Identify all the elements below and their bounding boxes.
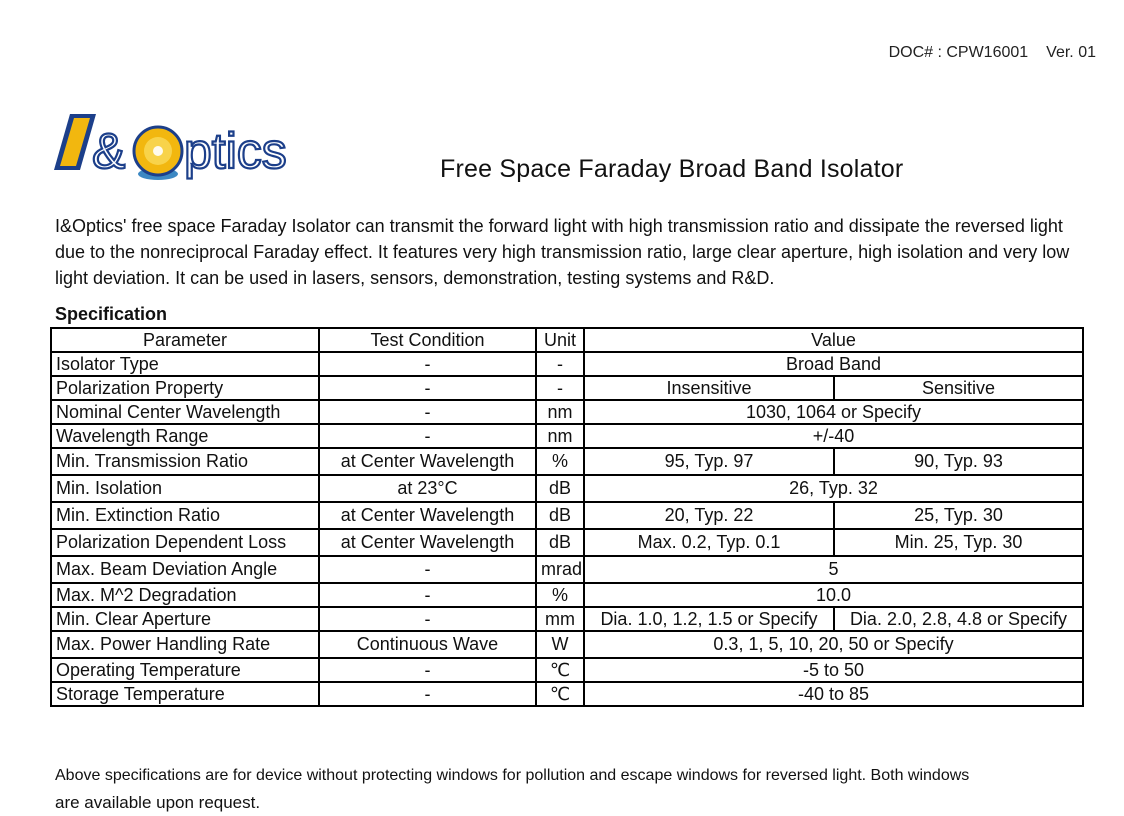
parameter-cell: Polarization Property: [51, 376, 319, 400]
company-logo: [54, 108, 312, 192]
table-row: [51, 556, 1083, 583]
unit-cell: %: [536, 583, 584, 607]
value-cell: 1030, 1064 or Specify: [584, 400, 1083, 424]
parameter-cell: Isolator Type: [51, 352, 319, 376]
value-cell-sensitive: 25, Typ. 30: [834, 502, 1083, 529]
unit-cell: dB: [536, 529, 584, 556]
value-cell-insensitive: Insensitive: [584, 376, 834, 400]
test-condition-cell: Continuous Wave: [319, 631, 536, 658]
value-cell-insensitive: Dia. 1.0, 1.2, 1.5 or Specify: [584, 607, 834, 631]
page-title: Free Space Faraday Broad Band Isolator: [440, 155, 904, 183]
parameter-cell: Storage Temperature: [51, 682, 319, 706]
parameter-cell: Min. Clear Aperture: [51, 607, 319, 631]
unit-cell: ℃: [536, 682, 584, 706]
column-header-value: Value: [584, 328, 1083, 352]
parameter-cell: Polarization Dependent Loss: [51, 529, 319, 556]
unit-cell: nm: [536, 424, 584, 448]
unit-cell: dB: [536, 502, 584, 529]
test-condition-cell: -: [319, 352, 536, 376]
column-header-parameter: Parameter: [51, 328, 319, 352]
value-cell: 0.3, 1, 5, 10, 20, 50 or Specify: [584, 631, 1083, 658]
value-cell: +/-40: [584, 424, 1083, 448]
parameter-cell: Max. Beam Deviation Angle: [51, 556, 319, 583]
document-header: [889, 44, 1096, 62]
unit-cell: -: [536, 352, 584, 376]
doc-number: DOC# : CPW16001: [888, 44, 1029, 61]
logo-ampersand: &: [92, 123, 126, 179]
unit-cell: mrad: [536, 556, 584, 583]
intro-paragraph: I&Optics' free space Faraday Isolator can transmit the forward light with high transmission ratio and dissipate the reversed light due to the nonreciprocal Faraday effect. It features very high transmission ratio, large clear aperture, high isolation and very low light deviation. It can be used in lasers, sensors, demonstration, testing systems and R&D.: [55, 216, 1070, 288]
doc-version: Ver. 01: [1046, 44, 1096, 61]
test-condition-cell: -: [319, 583, 536, 607]
table-row: [51, 631, 1083, 658]
parameter-cell: Min. Extinction Ratio: [51, 502, 319, 529]
unit-cell: W: [536, 631, 584, 658]
unit-cell: %: [536, 448, 584, 475]
table-row: [51, 682, 1083, 706]
parameter-cell: Max. Power Handling Rate: [51, 631, 319, 658]
table-row: [51, 502, 1083, 529]
test-condition-cell: -: [319, 607, 536, 631]
spec-header-row: [51, 328, 1083, 352]
test-condition-cell: at Center Wavelength: [319, 529, 536, 556]
table-row: [51, 400, 1083, 424]
table-row: [51, 529, 1083, 556]
value-cell: -5 to 50: [584, 658, 1083, 682]
footer-note: [55, 762, 1095, 816]
unit-cell: dB: [536, 475, 584, 502]
parameter-cell: Max. M^2 Degradation: [51, 583, 319, 607]
unit-cell: ℃: [536, 658, 584, 682]
unit-cell: mm: [536, 607, 584, 631]
value-cell-insensitive: Max. 0.2, Typ. 0.1: [584, 529, 834, 556]
test-condition-cell: -: [319, 682, 536, 706]
test-condition-cell: at Center Wavelength: [319, 448, 536, 475]
value-cell: -40 to 85: [584, 682, 1083, 706]
footer-line-2: are available upon request.: [55, 793, 261, 812]
table-row: [51, 583, 1083, 607]
table-row: [51, 607, 1083, 631]
spec-heading: Specification: [55, 304, 168, 324]
footer-line-1: Above specifications are for device without protecting windows for pollution and escape windows for reversed light. Both windows: [55, 767, 970, 784]
parameter-cell: Wavelength Range: [51, 424, 319, 448]
test-condition-cell: at 23°C: [319, 475, 536, 502]
parameter-cell: Operating Temperature: [51, 658, 319, 682]
value-cell-insensitive: 95, Typ. 97: [584, 448, 834, 475]
unit-cell: -: [536, 376, 584, 400]
test-condition-cell: at Center Wavelength: [319, 502, 536, 529]
test-condition-cell: -: [319, 424, 536, 448]
column-header-unit: Unit: [536, 328, 584, 352]
value-cell-insensitive: 20, Typ. 22: [584, 502, 834, 529]
logo-text: ptics: [184, 123, 287, 179]
table-row: [51, 475, 1083, 502]
table-row: [51, 424, 1083, 448]
spec-table: [50, 327, 1084, 707]
table-row: [51, 376, 1083, 400]
value-cell-sensitive: 90, Typ. 93: [834, 448, 1083, 475]
value-cell: 10.0: [584, 583, 1083, 607]
table-row: [51, 658, 1083, 682]
value-cell-sensitive: Dia. 2.0, 2.8, 4.8 or Specify: [834, 607, 1083, 631]
parameter-cell: Min. Isolation: [51, 475, 319, 502]
table-row: [51, 352, 1083, 376]
value-cell-sensitive: Sensitive: [834, 376, 1083, 400]
value-cell: 5: [584, 556, 1083, 583]
test-condition-cell: -: [319, 658, 536, 682]
unit-cell: nm: [536, 400, 584, 424]
value-cell-sensitive: Min. 25, Typ. 30: [834, 529, 1083, 556]
value-cell: 26, Typ. 32: [584, 475, 1083, 502]
test-condition-cell: -: [319, 556, 536, 583]
table-row: [51, 448, 1083, 475]
test-condition-cell: -: [319, 376, 536, 400]
column-header-test-condition: Test Condition: [319, 328, 536, 352]
parameter-cell: Nominal Center Wavelength: [51, 400, 319, 424]
value-cell: Broad Band: [584, 352, 1083, 376]
test-condition-cell: -: [319, 400, 536, 424]
parameter-cell: Min. Transmission Ratio: [51, 448, 319, 475]
